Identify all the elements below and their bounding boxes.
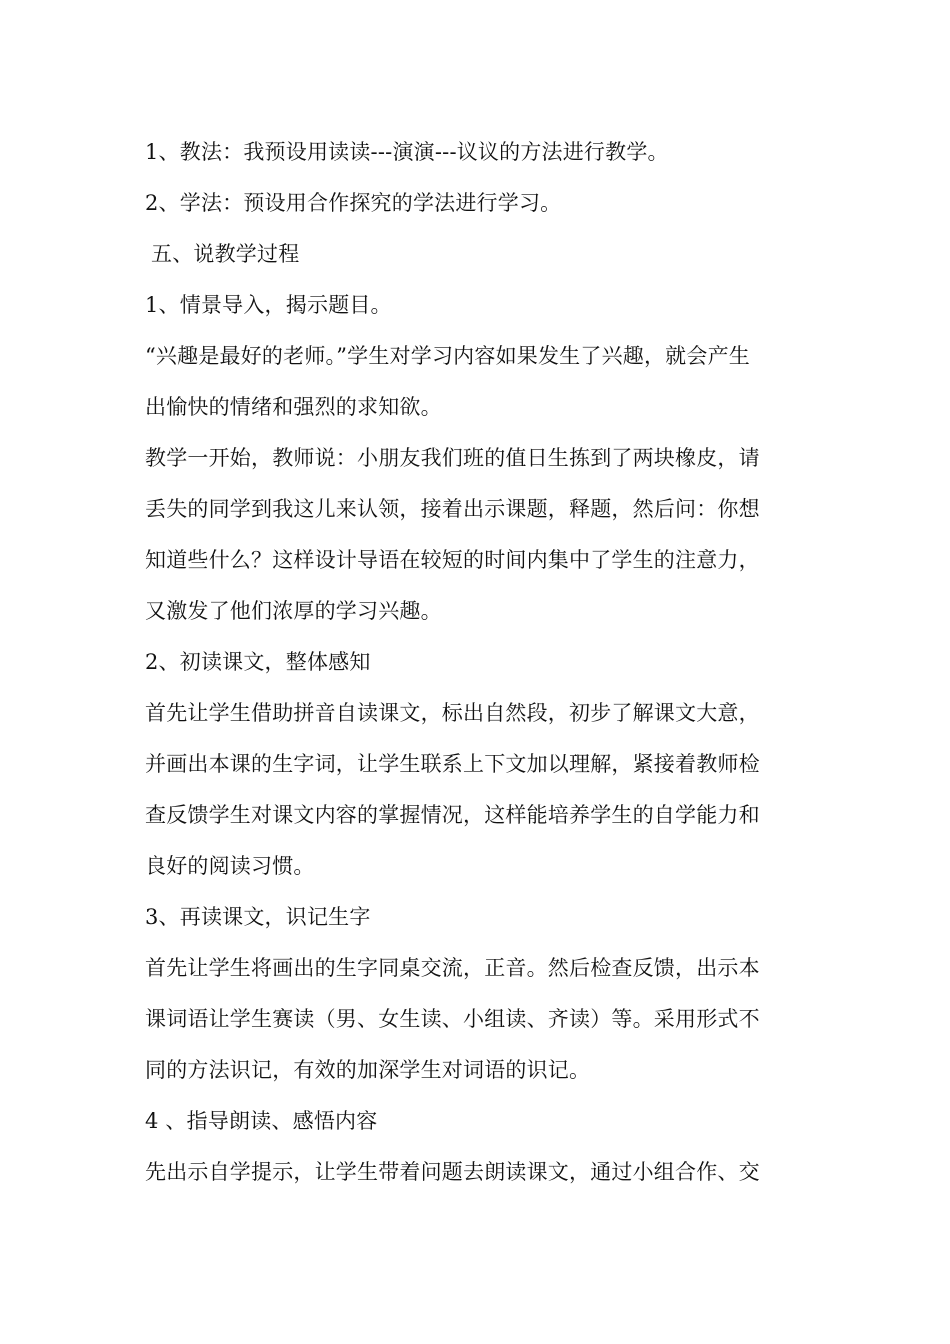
- section-heading: 五、说教学过程: [151, 242, 300, 266]
- text-line: 并画出本课的生字词，让学生联系上下文加以理解，紧接着教师检: [145, 752, 760, 776]
- text-line: 3、再读课文，识记生字: [145, 905, 371, 929]
- document-body: [145, 127, 810, 1198]
- text-line: 同的方法识记，有效的加深学生对词语的识记。: [145, 1058, 591, 1082]
- text-line: 2、初读课文，整体感知: [145, 650, 371, 674]
- text-line: 首先让学生将画出的生字同桌交流，正音。然后检查反馈，出示本: [145, 956, 760, 980]
- text-line: 课词语让学生赛读（男、女生读、小组读、齐读）等。采用形式不: [145, 1007, 760, 1031]
- text-line: 4 、指导朗读、感悟内容: [145, 1109, 378, 1133]
- text-line: 首先让学生借助拼音自读课文，标出自然段，初步了解课文大意，: [145, 701, 760, 725]
- text-line: 查反馈学生对课文内容的掌握情况，这样能培养学生的自学能力和: [145, 803, 760, 827]
- text-line: “兴趣是最好的老师。”学生对学习内容如果发生了兴趣，就会产生: [145, 344, 750, 368]
- text-line: 1、情景导入，揭示题目。: [145, 293, 392, 317]
- text-line: 教学一开始，教师说：小朋友我们班的值日生拣到了两块橡皮，请: [145, 446, 760, 470]
- text-line: 先出示自学提示，让学生带着问题去朗读课文，通过小组合作、交: [145, 1160, 760, 1184]
- text-line: 丢失的同学到我这儿来认领，接着出示课题，释题，然后问：你想: [145, 497, 760, 521]
- text-line: 良好的阅读习惯。: [145, 854, 315, 878]
- text-line: 出愉快的情绪和强烈的求知欲。: [145, 395, 442, 419]
- text-line: 又激发了他们浓厚的学习兴趣。: [145, 599, 442, 623]
- text-line: 知道些什么？这样设计导语在较短的时间内集中了学生的注意力，: [145, 548, 760, 572]
- text-line: 1、教法：我预设用读读---演演---议议的方法进行教学。: [145, 140, 669, 164]
- text-line: 2、学法：预设用合作探究的学法进行学习。: [145, 191, 562, 215]
